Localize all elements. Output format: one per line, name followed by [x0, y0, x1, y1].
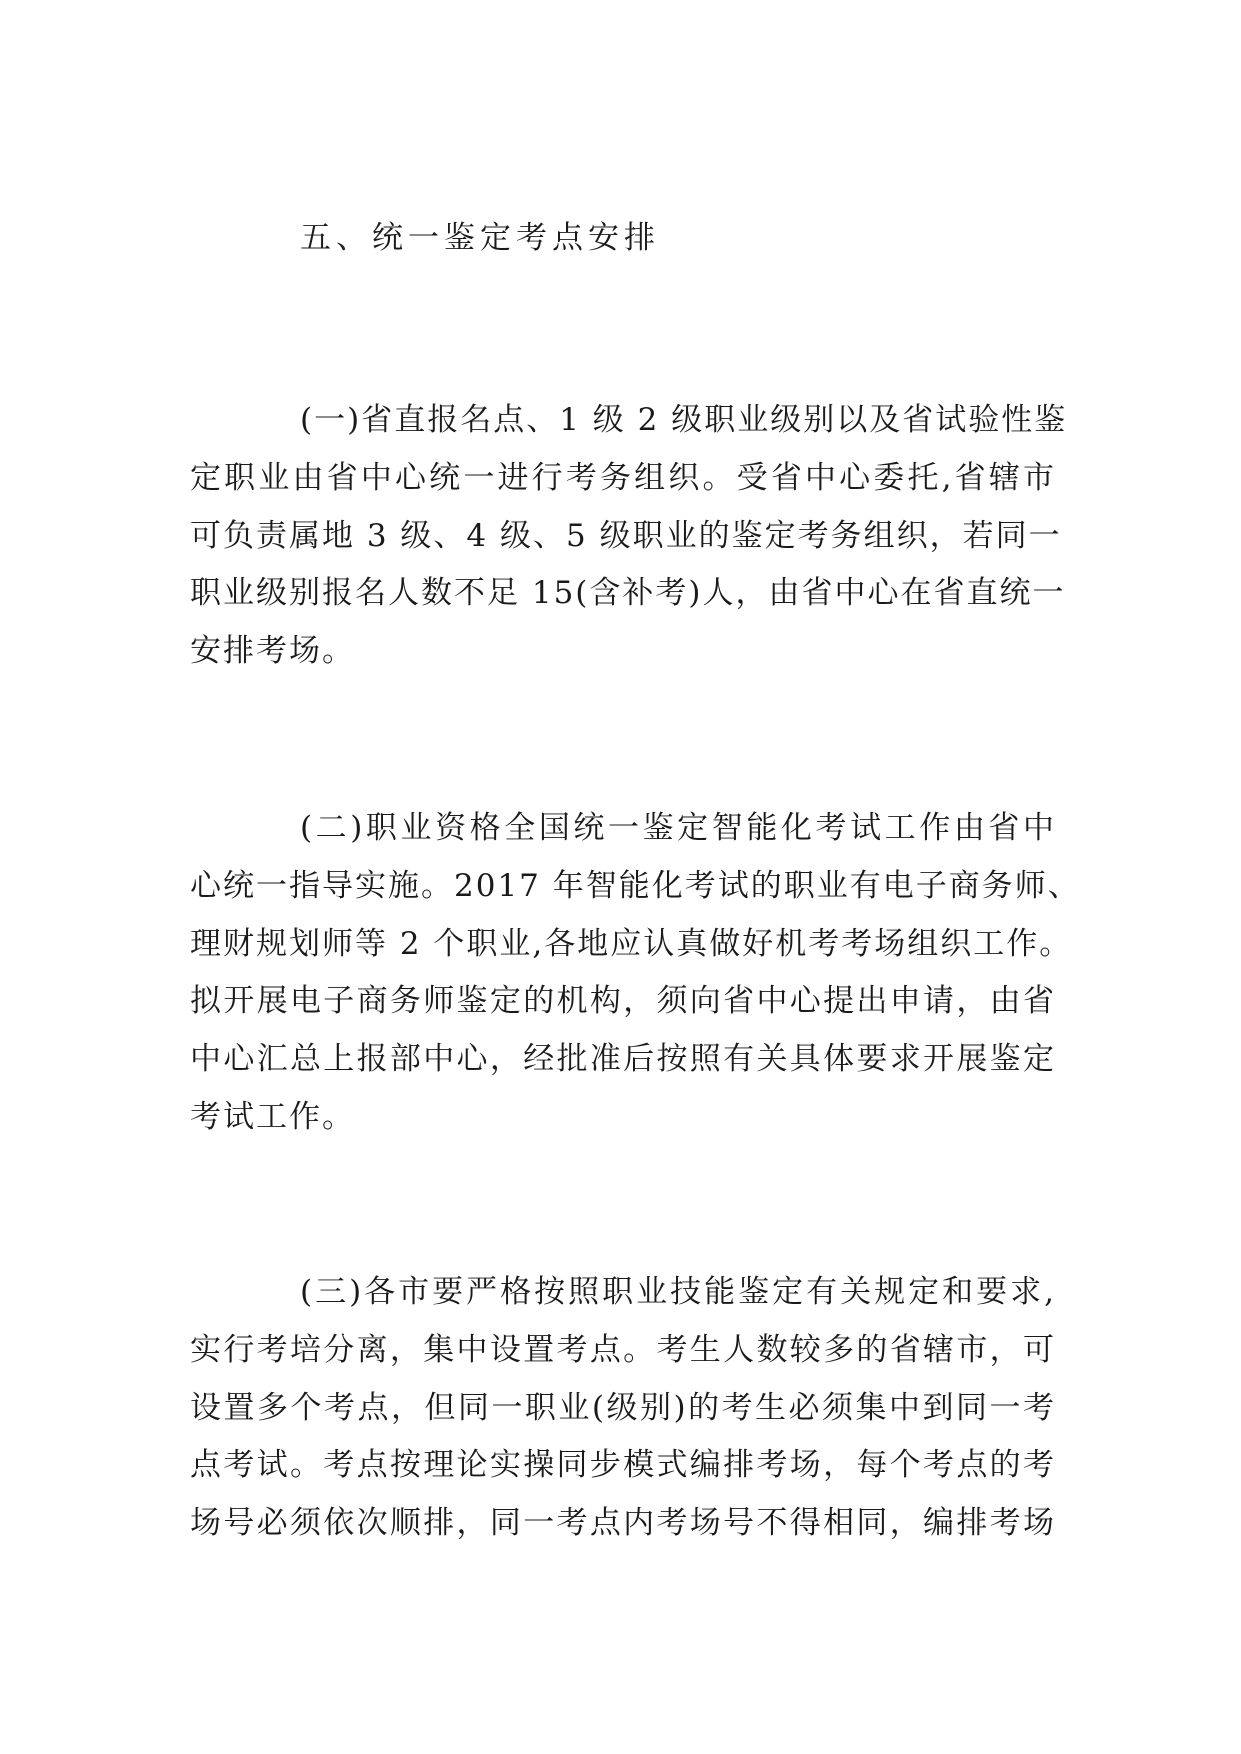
paragraph-line: 实行考培分离，集中设置考点。考生人数较多的省辖市，可	[190, 1331, 1056, 1368]
paragraph-line: 安排考场。	[190, 633, 355, 670]
paragraph-line: 职业级别报名人数不足 15(含补考)人，由省中心在省直统一	[190, 575, 1066, 612]
paragraph-line: (二)职业资格全国统一鉴定智能化考试工作由省中	[300, 810, 1056, 846]
paragraph-line: 设置多个考点，但同一职业(级别)的考生必须集中到同一考	[190, 1389, 1056, 1426]
paragraph-line: 心统一指导实施。2017 年智能化考试的职业有电子商务师、	[190, 867, 1081, 904]
paragraph-line: (三)各市要严格按照职业技能鉴定有关规定和要求,	[300, 1274, 1056, 1310]
paragraph-line: 理财规划师等 2 个职业,各地应认真做好机考考场组织工作。	[190, 925, 1073, 962]
paragraph-3	[190, 1264, 1056, 1553]
paragraph-line: 场号必须依次顺排，同一考点内考场号不得相同，编排考场	[190, 1505, 1056, 1542]
paragraph-line: 定职业由省中心统一进行考务组织。受省中心委托,省辖市	[190, 459, 1056, 496]
paragraph-line: 可负责属地 3 级、4 级、5 级职业的鉴定考务组织，若同一	[190, 517, 1062, 554]
paragraph-line: 点考试。考点按理论实操同步模式编排考场，每个考点的考	[190, 1447, 1056, 1484]
paragraph-line: 中心汇总上报部中心，经批准后按照有关具体要求开展鉴定	[190, 1041, 1056, 1078]
paragraph-line: (一)省直报名点、1 级 2 级职业级别以及省试验性鉴	[300, 402, 1068, 438]
paragraph-1	[190, 392, 1068, 681]
paragraph-line: 考试工作。	[190, 1098, 355, 1135]
paragraph-2	[190, 800, 1081, 1147]
section-heading: 五、统一鉴定考点安排	[300, 220, 660, 256]
paragraph-line: 拟开展电子商务师鉴定的机构，须向省中心提出申请，由省	[190, 983, 1056, 1020]
